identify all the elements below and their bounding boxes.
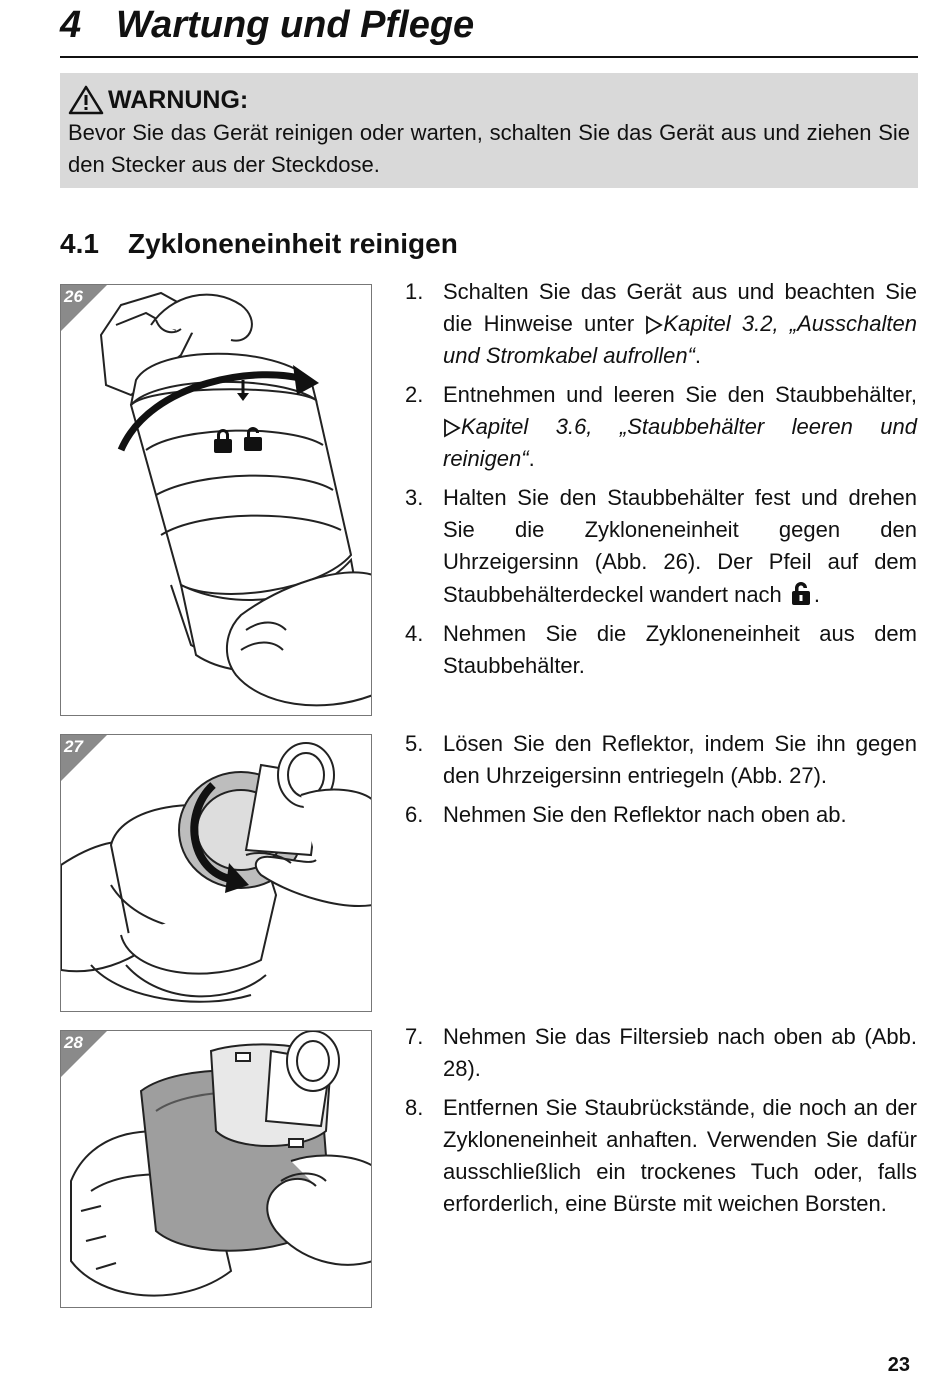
section-number: 4.1 (60, 228, 99, 259)
figure-28-label: 28 (61, 1031, 107, 1077)
page-number: 23 (887, 1354, 910, 1376)
list-item: 8. Entfernen Sie Staubrückstände, die noch an der Zykloneneinheit anhaften. Verwenden Sie dafür ausschließlich ein trockenes Tuch oder, falls erforderlich, eine Bürste mit weichen Borsten. (405, 1095, 917, 1216)
figure-27-illustration (61, 735, 372, 1012)
figure-26 (60, 284, 372, 716)
chapter-title (60, 0, 918, 58)
warning-text: Bevor Sie das Gerät reinigen oder warten, schalten Sie das Gerät aus und ziehen Sie den Stecker aus der Steckdose. (68, 120, 910, 177)
cross-reference-link[interactable]: Kapitel 3.2, „Ausschalten und Stromkabel aufrollen“ (443, 311, 917, 368)
chapter-number: 4 (60, 4, 82, 46)
list-item: 2. Entnehmen und leeren Sie den Staubbehälter, Kapitel 3.6, „Staubbehälter leeren und reinigen“. (405, 382, 917, 471)
chapter-title-text: Wartung und Pflege (116, 4, 475, 46)
warning-heading-text: WARNUNG: (108, 86, 249, 114)
figure-28-illustration (61, 1031, 372, 1308)
warning-box (60, 73, 918, 188)
section-title-text: Zykloneneinheit reinigen (128, 228, 458, 259)
list-item: 5. Lösen Sie den Reflektor, indem Sie ihn gegen den Uhrzeigersinn entriegeln (Abb. 27). (405, 731, 917, 788)
list-item: 6. Nehmen Sie den Reflektor nach oben ab. (405, 802, 847, 827)
figure-26-label: 26 (61, 285, 107, 331)
cross-reference-arrow-icon (443, 418, 461, 438)
warning-triangle-icon (68, 85, 104, 115)
cross-reference-link[interactable]: Kapitel 3.6, „Staubbehälter leeren und reinigen“ (443, 414, 917, 471)
figure-28 (60, 1030, 372, 1308)
steps-group-3 (405, 1021, 917, 1227)
figure-26-illustration (61, 285, 372, 716)
list-item: 3. Halten Sie den Staubbehälter fest und drehen Sie die Zykloneneinheit gegen den Uhrzeigersinn (Abb. 26). Der Pfeil auf dem Staubbehälterdeckel wandert nach . (405, 485, 917, 607)
list-item: 4. Nehmen Sie die Zykloneneinheit aus dem Staubbehälter. (405, 621, 917, 678)
figure-27-label: 27 (61, 735, 107, 781)
list-item: 1. Schalten Sie das Gerät aus und beachten Sie die Hinweise unter Kapitel 3.2, „Ausschalten und Stromkabel aufrollen“. (405, 279, 917, 368)
section-title (60, 226, 458, 262)
warning-heading (68, 85, 910, 115)
steps-group-2 (405, 728, 917, 838)
figure-27 (60, 734, 372, 1012)
cross-reference-arrow-icon (645, 315, 663, 335)
unlock-icon (788, 578, 814, 606)
list-item: 7. Nehmen Sie das Filtersieb nach oben ab (Abb. 28). (405, 1024, 917, 1081)
steps-group-1 (405, 276, 917, 689)
